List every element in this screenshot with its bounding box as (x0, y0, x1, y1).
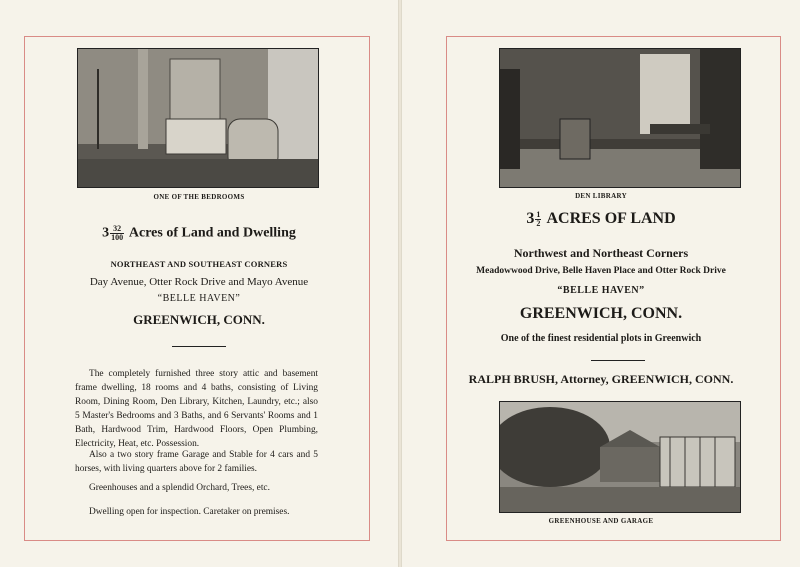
title-fraction: $\frac{1}{2}$ (536, 209, 541, 228)
town-name: GREENWICH, CONN. (133, 312, 265, 327)
location-line-1: NORTHEAST AND SOUTHEAST CORNERS (110, 259, 288, 269)
description-paragraph-3: Greenhouses and a splendid Orchard, Trees, etc. (89, 483, 270, 493)
bedroom-photo-image (78, 49, 318, 187)
divider-rule (172, 346, 226, 347)
title-whole-number: 3 (526, 210, 535, 227)
greenhouse-garage-photo-image (500, 402, 740, 512)
estate-name: “BELLE HAVEN” (557, 285, 645, 296)
divider-rule (591, 360, 645, 361)
greenhouse-garage-caption: GREENHOUSE AND GARAGE (548, 517, 654, 525)
town-name: GREENWICH, CONN. (519, 305, 683, 322)
title-text: Acres of Land and Dwelling (128, 225, 296, 241)
description-paragraph-2: Also a two story frame Garage and Stable for 4 cars and 5 horses, with living quarters above for 2 families. (75, 450, 318, 474)
left-page (0, 0, 398, 567)
location-line-2: Day Avenue, Otter Rock Drive and Mayo Avenue (89, 276, 309, 288)
right-page-title (402, 210, 800, 228)
tagline: One of the finest residential plots in Greenwich (500, 333, 702, 344)
den-library-photo (499, 48, 741, 188)
location-line-1: Northwest and Northeast Corners (513, 246, 689, 260)
description-paragraph-1: The completely furnished three story attic and basement frame dwelling, 18 rooms and 4 baths, consisting of Living Room, Dining Room, Den Library, Kitchen, Laundry, etc.; also 5 Master's Bedrooms and 3 Baths, and 6 Servants' Rooms and 1 Bath, Hardwood Trim, Hardwood Floors, Open Plumbing, Electricity, Heat, etc. Possession. (75, 369, 318, 449)
bedroom-photo-caption: ONE OF THE BEDROOMS (153, 193, 245, 201)
title-whole-number: 3 (102, 225, 110, 241)
den-library-caption: DEN LIBRARY (575, 192, 627, 200)
greenhouse-garage-photo (499, 401, 741, 513)
location-line-2: Meadowwood Drive, Belle Haven Place and Otter Rock Drive (476, 266, 726, 276)
title-fraction: $\frac{32}{100}$ (111, 224, 124, 242)
left-page-title (0, 225, 398, 242)
attorney-line: RALPH BRUSH, Attorney, GREENWICH, CONN. (468, 372, 734, 386)
description-paragraph-4: Dwelling open for inspection. Caretaker on premises. (89, 507, 290, 517)
bedroom-photo (77, 48, 319, 188)
estate-name: “BELLE HAVEN” (157, 293, 241, 304)
den-library-photo-image (500, 49, 740, 187)
right-page (402, 0, 800, 567)
title-text: ACRES OF LAND (546, 210, 676, 227)
